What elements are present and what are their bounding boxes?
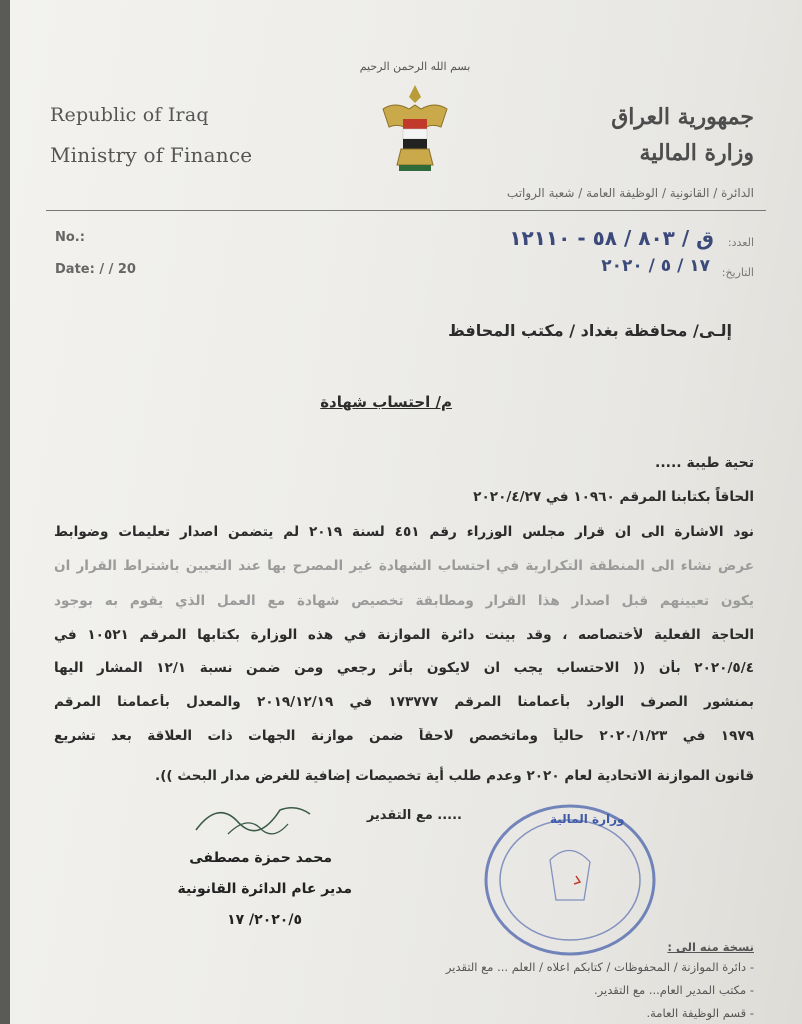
- signature-date: ٢٠٢٠/٥/ ١٧: [227, 912, 302, 928]
- emblem-block: [355, 60, 475, 178]
- body-line-8: قانون الموازنة الاتحادية لعام ٢٠٢٠ وعدم طلب أية تخصيصات إضافية للغرض مدار البحث )).: [155, 768, 754, 784]
- header-country-en: Republic of Iraq: [50, 104, 209, 126]
- header-country-ar: جمهورية العراق: [611, 104, 754, 130]
- closing: ..... مع التقدير: [366, 808, 462, 823]
- stamp-text: وزارة المالية: [550, 812, 625, 826]
- eagle-emblem-icon: [375, 79, 455, 174]
- greeting: تحية طيبة .....: [655, 455, 754, 471]
- document-page: [10, 0, 802, 1024]
- signatory-title: مدير عام الدائرة القانونية: [177, 881, 352, 897]
- copies-item: - قسم الوظيفة العامة.: [646, 1006, 754, 1020]
- number-label-ar: العدد:: [727, 236, 754, 249]
- body-line-7: ١٩٧٩ في ٢٠٢٠/١/٢٣ حالياً وماتخصص لاحقاً ضمن موازنة الجهات ذات العلاقة بعد تشريع: [54, 728, 754, 744]
- number-label: No.:: [55, 230, 85, 245]
- body-line-5: ٢٠٢٠/٥/٤ بأن (( الاحتساب يجب ان لايكون بأثر رجعي ومن ضمن نسبة ١٢/١ المشار اليها: [54, 660, 754, 676]
- header-department-ar: الدائرة / القانونية / الوظيفة العامة / شعبة الرواتب: [506, 186, 754, 200]
- handwritten-number: ق / ٨٠٣ / ٥٨ - ١٢١١٠: [509, 226, 714, 250]
- date-label: Date: / / 20: [55, 262, 136, 277]
- body-line-4: الحاجة الفعلية لأختصاصه ، وقد بينت دائرة الموازنة في هذه الوزارة بكتابها المرقم ١٠٥٢١ في: [54, 627, 754, 643]
- body-line-6: بمنشور الصرف الوارد بأعمامنا المرقم ١٧٣٧٧٧ في ٢٠١٩/١٢/١٩ والمعدل بأعمامنا المرقم: [54, 694, 754, 710]
- signatory-name: محمد حمزة مصطفى: [189, 850, 332, 866]
- body-line-2: عرض نشاء الى المنطقة التكرارية في احتساب الشهادة غير المصرح بها عند التعيين باشتراط القرار ان: [54, 558, 754, 574]
- header-ministry-en: Ministry of Finance: [50, 143, 253, 167]
- emblem-calligraphy: بسم الله الرحمن الرحيم: [359, 60, 471, 73]
- date-label-ar: التاريخ:: [721, 266, 754, 279]
- body-line-3: يكون تعيينهم قبل اصدار هذا القرار ومطابقة تخصيص شهادة مع العمل الذي يقوم به بوجود: [54, 593, 754, 609]
- handwritten-date: ١٧ / ٥ / ٢٠٢٠: [601, 256, 710, 276]
- body-line-0: الحاقاً بكتابنا المرقم ١٠٩٦٠ في ٢٠٢٠/٤/٢٧: [473, 489, 754, 505]
- subject: م/ احتساب شهادة: [320, 393, 452, 411]
- recipient: إلـى/ محافظة بغداد / مكتب المحافظ: [448, 321, 732, 340]
- copies-item: - دائرة الموازنة / المحفوظات / كتابكم اعلاه / العلم ... مع التقدير: [445, 960, 754, 974]
- header-divider: [46, 210, 766, 211]
- copies-heading: نسخة منه الى :: [667, 940, 754, 954]
- signature-scribble-icon: [188, 790, 318, 845]
- copies-item: - مكتب المدير العام... مع التقدير.: [594, 983, 754, 997]
- body-line-1: نود الاشارة الى ان قرار مجلس الوزراء رقم ٤٥١ لسنة ٢٠١٩ لم يتضمن اصدار تعليمات وضوابط: [54, 524, 754, 540]
- header-ministry-ar: وزارة المالية: [639, 140, 754, 166]
